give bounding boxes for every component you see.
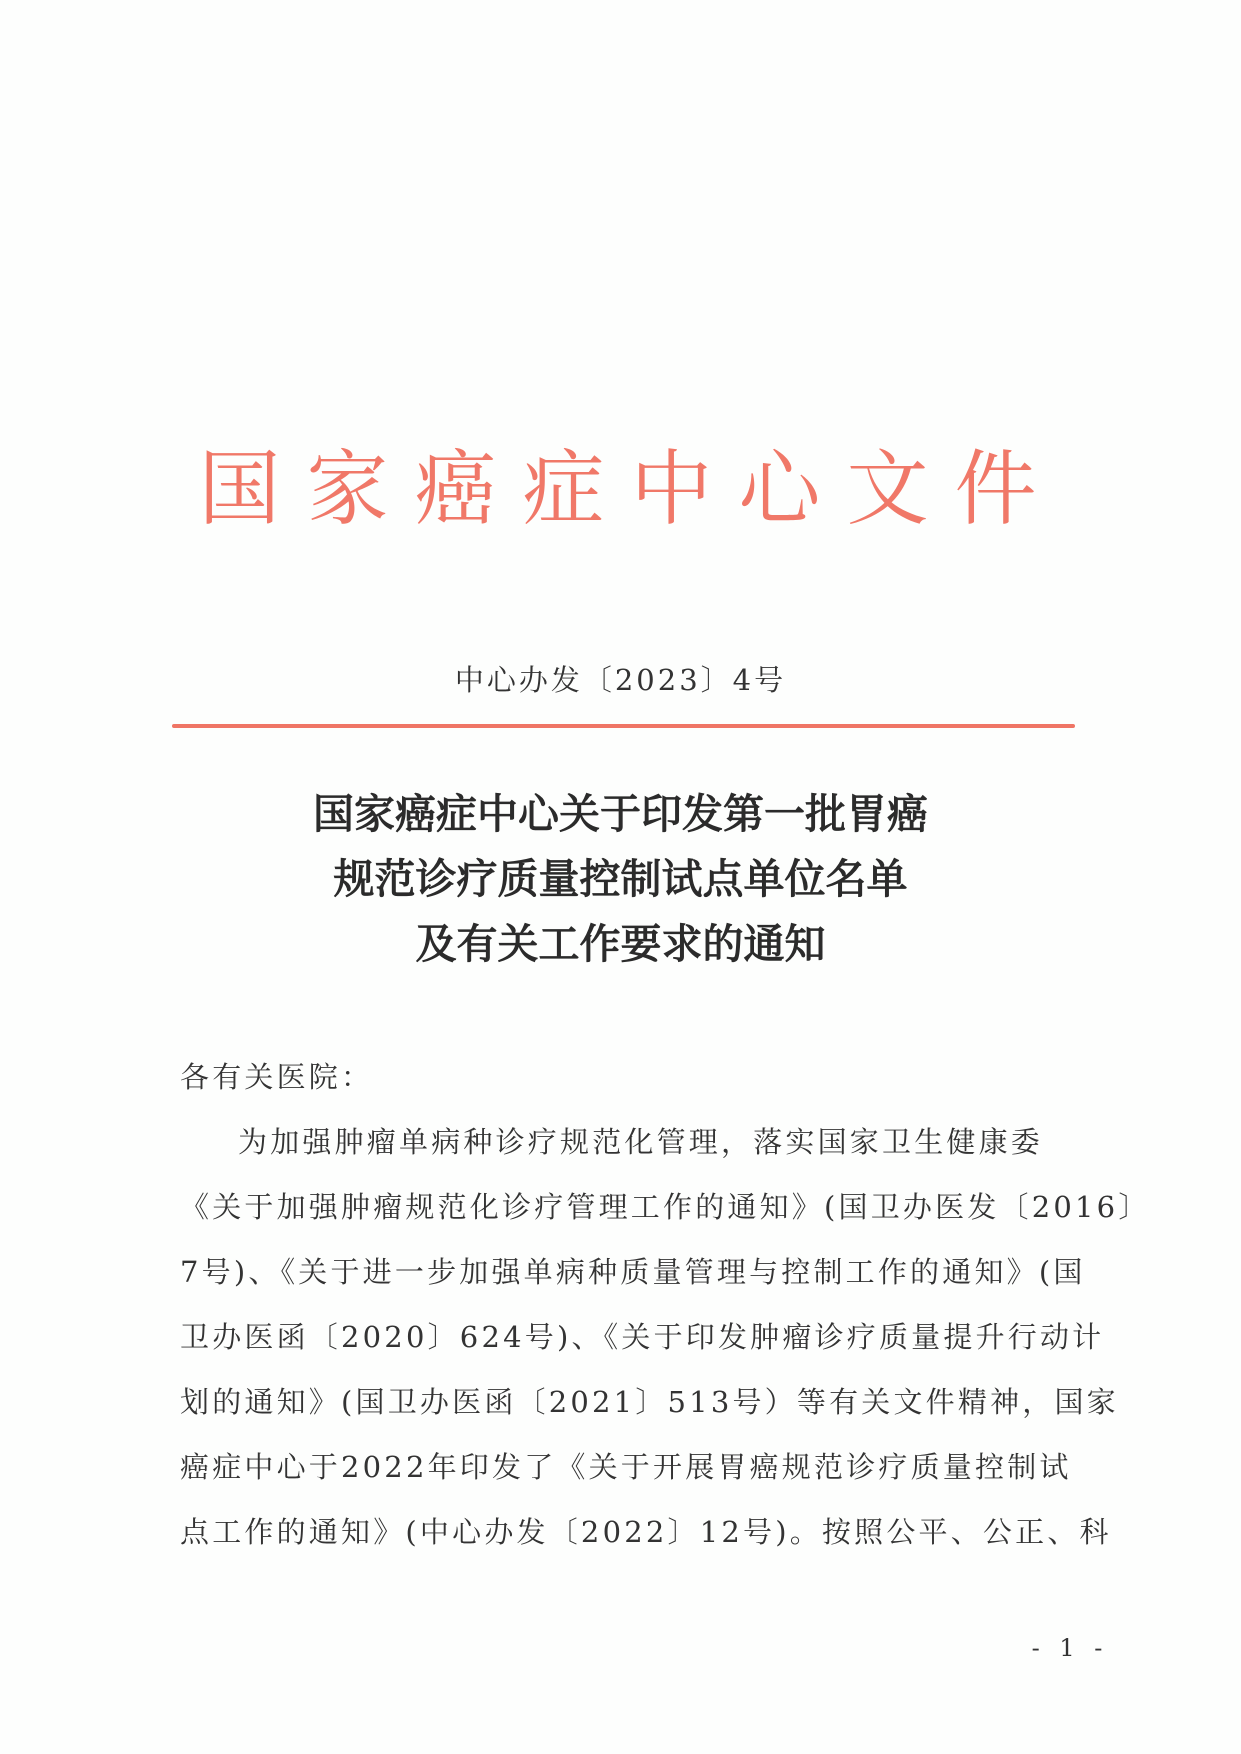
title-line-1: 国家癌症中心关于印发第一批胃癌 [313,790,928,838]
document-body [180,1045,1151,1565]
title-line-3: 及有关工作要求的通知 [415,920,826,968]
body-line-1: 为加强肿瘤单病种诊疗规范化管理，落实国家卫生健康委 [238,1125,1044,1159]
body-line-5: 划的通知》(国卫办医函〔2021〕513号）等有关文件精神，国家 [180,1385,1119,1419]
body-line-7: 点工作的通知》(中心办发〔2022〕12号)。按照公平、公正、科 [180,1515,1112,1549]
title-line-2: 规范诊疗质量控制试点单位名单 [333,855,908,903]
body-line-4: 卫办医函〔2020〕624号)、《关于印发肿瘤诊疗质量提升行动计 [180,1320,1105,1354]
red-divider-rule [172,724,1075,728]
body-line-6: 癌症中心于2022年印发了《关于开展胃癌规范诊疗质量控制试 [180,1450,1072,1484]
issuer-header: 国家癌症中心文件 [198,442,1063,537]
body-line-2: 《关于加强肿瘤规范化诊疗管理工作的通知》(国卫办医发〔2016〕 [180,1190,1151,1224]
salutation: 各有关医院： [180,1060,374,1094]
page-number: - 1 - [1031,1634,1109,1662]
document-title [0,782,1241,977]
document-number: 中心办发〔2023〕4号 [454,663,787,697]
body-line-3: 7号)、《关于进一步加强单病种质量管理与控制工作的通知》(国 [180,1255,1086,1289]
